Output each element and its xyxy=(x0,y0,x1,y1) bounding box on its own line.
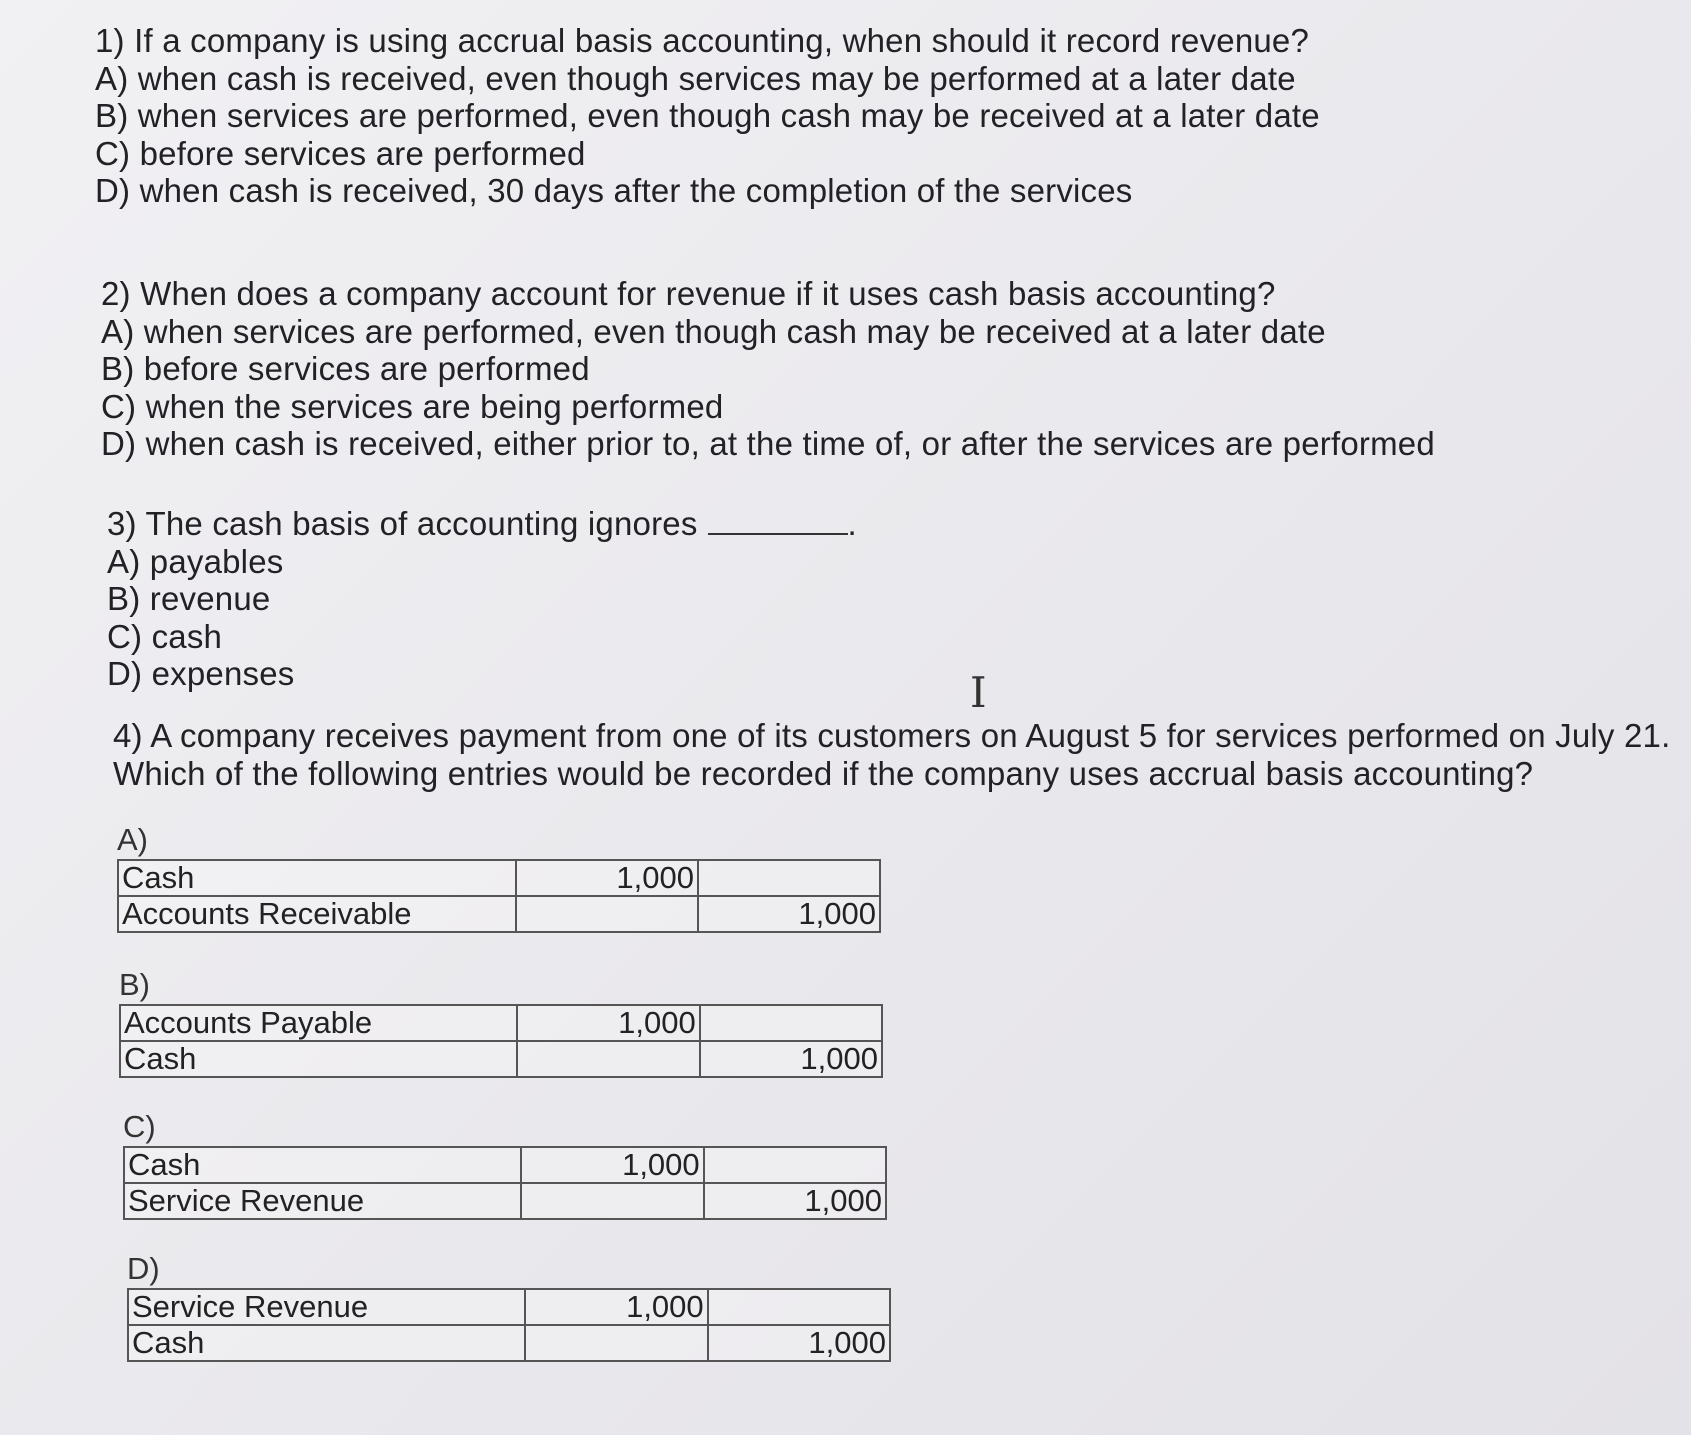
credit-amount: 1,000 xyxy=(698,896,880,932)
credit-amount: 1,000 xyxy=(700,1041,882,1077)
credit-amount: 1,000 xyxy=(708,1325,890,1361)
debit-account: Service Revenue xyxy=(128,1289,525,1325)
question-4-stem-line-1: 4) A company receives payment from one of its customers on August 5 for services performed on July 21. xyxy=(113,717,1671,754)
worksheet-page xyxy=(95,22,1671,1402)
journal-entry-d xyxy=(127,1251,891,1362)
answer-blank xyxy=(708,533,848,535)
journal-entry-c xyxy=(123,1109,887,1220)
credit-account: Accounts Receivable xyxy=(118,896,516,932)
question-1 xyxy=(95,22,1320,210)
debit-amount: 1,000 xyxy=(517,1005,699,1041)
journal-entry-a xyxy=(117,822,881,933)
question-3-option-c: C) cash xyxy=(107,617,223,655)
credit-row xyxy=(124,1183,886,1219)
empty-credit-cell xyxy=(698,860,880,896)
question-3-stem: 3) The cash basis of accounting ignores xyxy=(107,505,698,542)
entry-label: C) xyxy=(123,1109,156,1144)
entry-label: D) xyxy=(127,1251,160,1286)
entry-label: B) xyxy=(119,967,150,1002)
debit-account: Cash xyxy=(118,860,516,896)
debit-row xyxy=(124,1147,886,1183)
credit-row xyxy=(128,1325,890,1361)
question-3 xyxy=(107,505,857,693)
question-4-stem-line-2: Which of the following entries would be recorded if the company uses accrual basis accounting? xyxy=(113,754,1534,792)
empty-credit-cell xyxy=(700,1005,882,1041)
credit-row xyxy=(118,896,880,932)
question-2-option-b: B) before services are performed xyxy=(101,350,590,387)
question-4 xyxy=(113,717,1670,792)
credit-account: Service Revenue xyxy=(124,1183,521,1219)
credit-amount: 1,000 xyxy=(704,1183,886,1219)
question-3-stem-end: . xyxy=(847,505,857,542)
credit-row xyxy=(120,1041,882,1077)
question-1-option-b: B) when services are performed, even though cash may be received at a later date xyxy=(95,97,1320,134)
journal-table xyxy=(127,1288,891,1362)
empty-debit-cell xyxy=(517,1041,699,1077)
credit-account: Cash xyxy=(128,1325,525,1361)
empty-credit-cell xyxy=(708,1289,890,1325)
question-1-stem: 1) If a company is using accrual basis accounting, when should it record revenue? xyxy=(95,22,1310,59)
text-cursor-icon: I xyxy=(970,668,987,717)
question-1-option-d: D) when cash is received, 30 days after the completion of the services xyxy=(95,172,1133,209)
question-3-stem-line xyxy=(107,505,857,543)
journal-entry-b xyxy=(119,967,883,1078)
empty-credit-cell xyxy=(704,1147,886,1183)
journal-table xyxy=(117,859,881,933)
journal-table xyxy=(119,1004,883,1078)
debit-row xyxy=(128,1289,890,1325)
question-2-stem: 2) When does a company account for revenue if it uses cash basis accounting? xyxy=(101,275,1276,312)
question-2 xyxy=(101,275,1435,463)
empty-debit-cell xyxy=(516,896,698,932)
empty-debit-cell xyxy=(521,1183,703,1219)
entry-label: A) xyxy=(117,822,148,857)
debit-amount: 1,000 xyxy=(521,1147,703,1183)
question-3-option-d: D) expenses xyxy=(107,655,295,692)
question-2-option-d: D) when cash is received, either prior to, at the time of, or after the services are performed xyxy=(101,425,1435,462)
credit-account: Cash xyxy=(120,1041,517,1077)
question-2-option-c: C) when the services are being performed xyxy=(101,387,724,425)
debit-row xyxy=(118,860,880,896)
question-1-option-a: A) when cash is received, even though services may be performed at a later date xyxy=(95,59,1296,97)
debit-account: Accounts Payable xyxy=(120,1005,517,1041)
debit-amount: 1,000 xyxy=(516,860,698,896)
question-1-option-c: C) before services are performed xyxy=(95,134,586,172)
debit-account: Cash xyxy=(124,1147,521,1183)
journal-table xyxy=(123,1146,887,1220)
question-3-option-a: A) payables xyxy=(107,542,284,580)
empty-debit-cell xyxy=(525,1325,707,1361)
debit-amount: 1,000 xyxy=(525,1289,707,1325)
debit-row xyxy=(120,1005,882,1041)
question-2-option-a: A) when services are performed, even though cash may be received at a later date xyxy=(101,312,1326,350)
question-3-option-b: B) revenue xyxy=(107,580,271,617)
